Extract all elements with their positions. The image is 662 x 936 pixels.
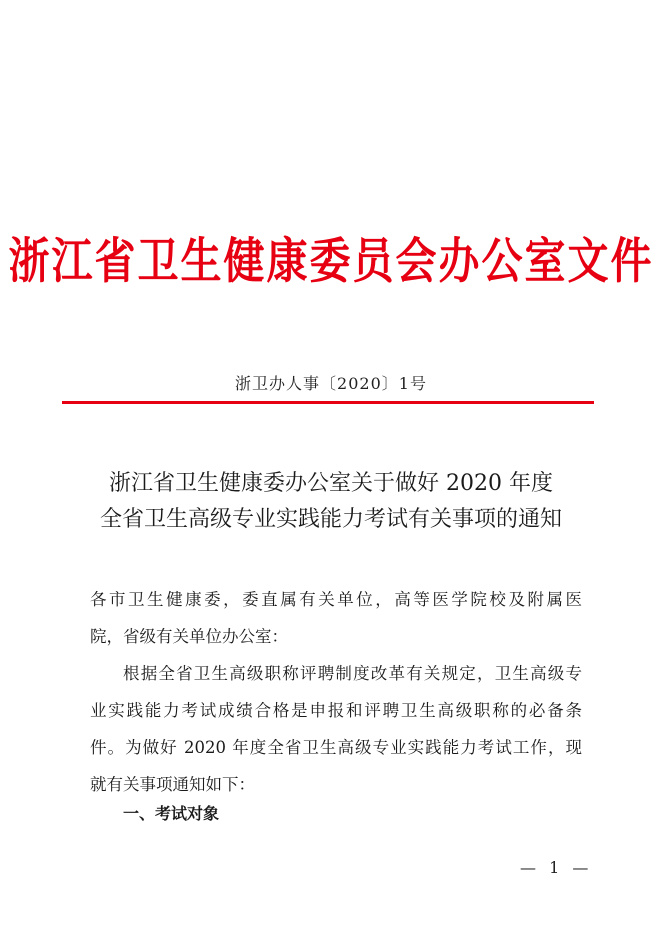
body-line-5: 件。为做好 2020 年度全省卫生高级专业实践能力考试工作，现: [90, 738, 582, 757]
body-line-1: 各市卫生健康委，委直属有关单位，高等医学院校及附属医: [90, 590, 582, 609]
notice-body: [90, 581, 582, 803]
red-divider-line: [62, 401, 594, 404]
body-line-3: 根据全省卫生高级职称评聘制度改革有关规定，卫生高级专: [123, 664, 582, 683]
document-number: 浙卫办人事〔2020〕1号: [235, 374, 427, 393]
document-header-title: 浙江省卫生健康委员会办公室文件: [8, 232, 654, 290]
section-heading: 一、考试对象: [123, 804, 220, 823]
body-line-6: 就有关事项通知如下：: [90, 775, 255, 794]
body-line-2: 院，省级有关单位办公室：: [90, 627, 288, 646]
notice-title-line-1: 浙江省卫生健康委办公室关于做好 2020 年度: [109, 471, 553, 496]
notice-title: [60, 466, 602, 538]
notice-title-line-2: 全省卫生高级专业实践能力考试有关事项的通知: [99, 507, 562, 532]
body-line-4: 业实践能力考试成绩合格是申报和评聘卫生高级职称的必备条: [90, 701, 582, 720]
page-number: — 1 —: [520, 858, 593, 877]
